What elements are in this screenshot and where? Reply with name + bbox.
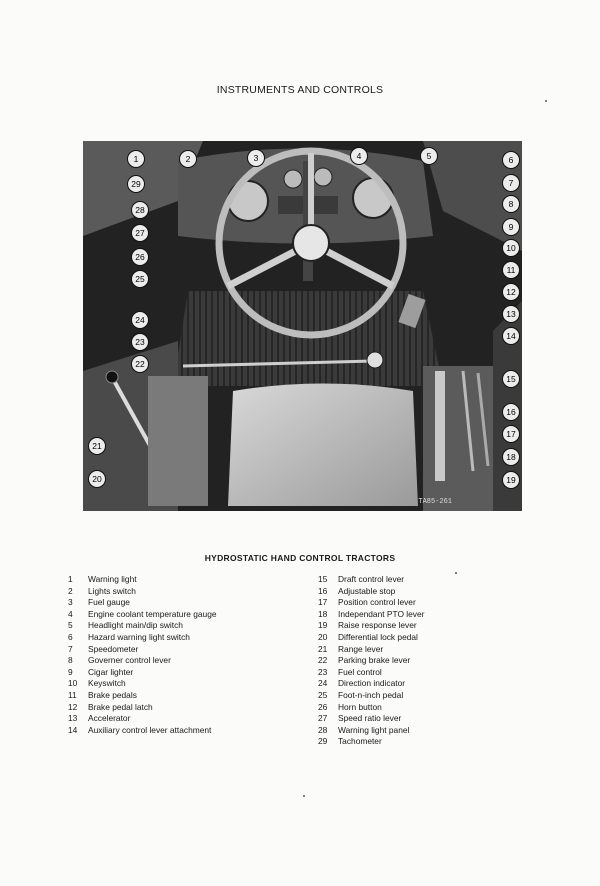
legend-number: 22: [318, 655, 328, 666]
callout-marker: 4: [350, 147, 368, 165]
legend-column-left: [68, 574, 217, 736]
legend-label: Speed ratio lever: [338, 713, 402, 724]
legend-item: [318, 736, 424, 748]
legend-item: [68, 597, 217, 609]
legend-item: [68, 725, 217, 737]
legend-label: Hazard warning light switch: [88, 631, 190, 642]
legend-number: 14: [68, 724, 78, 735]
legend-label: Draft control lever: [338, 574, 405, 584]
legend-label: Speedometer: [88, 643, 139, 654]
legend-item: [68, 586, 217, 598]
legend-item: [318, 620, 424, 632]
legend-item: [68, 713, 217, 725]
legend-number: 24: [318, 678, 328, 689]
legend-label: Independant PTO lever: [338, 608, 425, 619]
callout-marker: 19: [502, 471, 520, 489]
legend-item: [318, 690, 424, 702]
controls-photo: [83, 141, 522, 511]
legend-label: Differential lock pedal: [338, 631, 418, 642]
callout-marker: 29: [127, 175, 145, 193]
callout-marker: 12: [502, 283, 520, 301]
scan-speck: [545, 100, 547, 102]
legend-item: [318, 655, 424, 667]
legend-number: 3: [68, 597, 73, 608]
legend-label: Range lever: [338, 643, 384, 654]
legend-number: 5: [68, 620, 73, 631]
legend-label: Auxiliary control lever attachment: [88, 724, 212, 735]
legend-label: Direction indicator: [338, 678, 406, 689]
legend-item: [318, 632, 424, 644]
legend-item: [68, 655, 217, 667]
callout-marker: 27: [131, 224, 149, 242]
callout-marker: 25: [131, 270, 149, 288]
callout-marker: 2: [179, 150, 197, 168]
legend-label: Keyswitch: [88, 678, 126, 689]
legend-number: 13: [68, 713, 78, 724]
legend-number: 26: [318, 701, 328, 712]
legend-number: 15: [318, 574, 328, 584]
callout-marker: 9: [502, 218, 520, 236]
legend-item: [318, 586, 424, 598]
legend-item: [68, 620, 217, 632]
legend-item: [318, 678, 424, 690]
legend-label: Raise response lever: [338, 620, 417, 631]
legend-number: 16: [318, 585, 328, 596]
callout-marker: 21: [88, 437, 106, 455]
legend-number: 20: [318, 631, 328, 642]
callout-marker: 17: [502, 425, 520, 443]
callout-marker: 23: [131, 333, 149, 351]
legend-number: 10: [68, 678, 78, 689]
callout-marker: 5: [420, 147, 438, 165]
legend-item: [68, 609, 217, 621]
legend-number: 12: [68, 701, 78, 712]
legend-title: HYDROSTATIC HAND CONTROL TRACTORS: [204, 553, 396, 563]
legend-label: Headlight main/dip switch: [88, 620, 183, 631]
page-title: INSTRUMENTS AND CONTROLS: [216, 84, 384, 96]
legend-number: 4: [68, 608, 73, 619]
scan-speck: [455, 572, 457, 574]
legend-item: [318, 609, 424, 621]
callout-marker: 6: [502, 151, 520, 169]
legend-label: Warning light: [88, 574, 137, 584]
legend-label: Tachometer: [338, 736, 382, 747]
legend-item: [318, 702, 424, 714]
legend-item: [68, 632, 217, 644]
control-quadrant: [435, 371, 445, 481]
photo-code: TA85-261: [418, 498, 452, 506]
legend-label: Horn button: [338, 701, 382, 712]
legend-label: Lights switch: [88, 585, 136, 596]
legend-number: 17: [318, 597, 328, 608]
legend-label: Brake pedals: [88, 689, 137, 700]
legend-item: [318, 725, 424, 737]
legend-number: 7: [68, 643, 73, 654]
legend-label: Engine coolant temperature gauge: [88, 608, 217, 619]
callout-marker: 28: [131, 201, 149, 219]
legend-label: Fuel gauge: [88, 597, 130, 608]
legend-item: [68, 690, 217, 702]
legend-column-right: [318, 574, 424, 748]
callout-marker: 20: [88, 470, 106, 488]
callout-marker: 24: [131, 311, 149, 329]
legend-label: Parking brake lever: [338, 655, 411, 666]
legend-number: 19: [318, 620, 328, 631]
legend-number: 11: [68, 689, 77, 700]
legend-number: 25: [318, 689, 328, 700]
speedometer-dial: [353, 178, 393, 218]
callout-marker: 18: [502, 448, 520, 466]
legend-label: Warning light panel: [338, 724, 410, 735]
legend-label: Cigar lighter: [88, 666, 134, 677]
legend-item: [318, 644, 424, 656]
legend-number: 21: [318, 643, 328, 654]
legend-item: [68, 574, 217, 586]
legend-number: 18: [318, 608, 328, 619]
legend-number: 23: [318, 666, 328, 677]
callout-marker: 26: [131, 248, 149, 266]
legend-number: 29: [318, 736, 328, 747]
legend-item: [318, 597, 424, 609]
callout-marker: 15: [502, 370, 520, 388]
legend-item: [318, 667, 424, 679]
legend-label: Adjustable stop: [338, 585, 396, 596]
callout-marker: 11: [502, 261, 520, 279]
fuel-gauge-dial: [284, 170, 302, 188]
legend-label: Accelerator: [88, 713, 131, 724]
callout-marker: 10: [502, 239, 520, 257]
legend-item: [68, 702, 217, 714]
legend-item: [68, 678, 217, 690]
callout-marker: 14: [502, 327, 520, 345]
legend-number: 9: [68, 666, 73, 677]
legend-number: 28: [318, 724, 328, 735]
legend-item: [318, 574, 424, 586]
legend-number: 27: [318, 713, 328, 724]
floor-mat: [173, 291, 443, 386]
legend-item: [318, 713, 424, 725]
legend-label: Position control lever: [338, 597, 416, 608]
legend-label: Foot-n-inch pedal: [338, 689, 404, 700]
callout-marker: 13: [502, 305, 520, 323]
legend-item: [68, 667, 217, 679]
legend-number: 2: [68, 585, 73, 596]
callout-marker: 3: [247, 149, 265, 167]
legend-number: 8: [68, 655, 73, 666]
right-console: [423, 366, 493, 511]
callout-marker: 16: [502, 403, 520, 421]
operator-seat: [228, 384, 418, 507]
legend-label: Fuel control: [338, 666, 382, 677]
legend-label: Brake pedal latch: [88, 701, 153, 712]
left-fender: [148, 376, 208, 506]
callout-marker: 7: [502, 174, 520, 192]
cab-illustration: [83, 141, 522, 511]
scan-speck: [303, 795, 305, 797]
legend-number: 6: [68, 631, 73, 642]
callout-marker: 22: [131, 355, 149, 373]
legend-number: 1: [68, 574, 73, 584]
callout-marker: 1: [127, 150, 145, 168]
temperature-gauge-dial: [314, 168, 332, 186]
legend-item: [68, 644, 217, 656]
legend-label: Governer control lever: [88, 655, 171, 666]
callout-marker: 8: [502, 195, 520, 213]
horn-button: [293, 225, 329, 261]
